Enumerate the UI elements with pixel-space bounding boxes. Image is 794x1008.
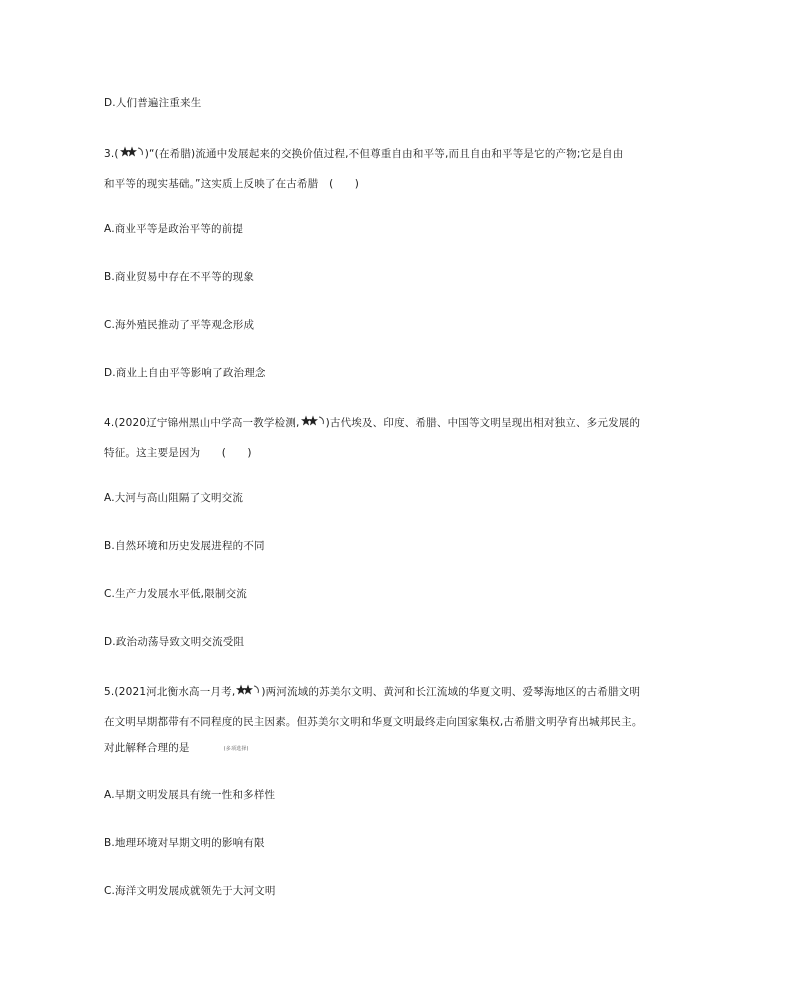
question-3-option-d: D.商业上自由平等影响了政治理念 bbox=[104, 367, 266, 379]
difficulty-stars-icon bbox=[301, 415, 325, 427]
prev-option-d: D.人们普遍注重来生 bbox=[104, 97, 202, 109]
question-3-option-c: C.海外殖民推动了平等观念形成 bbox=[104, 319, 255, 331]
question-4-option-c: C.生产力发展水平低,限制交流 bbox=[104, 588, 248, 600]
difficulty-stars-icon bbox=[120, 146, 144, 158]
question-5-line-2: 在文明早期都带有不同程度的民主因素。但苏美尔文明和华夏文明最终走向国家集权,古希腊文明孕育出城邦民主。 bbox=[104, 716, 643, 728]
question-3-option-b: B.商业贸易中存在不平等的现象 bbox=[104, 271, 255, 283]
question-5-option-a: A.早期文明发展具有统一性和多样性 bbox=[104, 789, 276, 801]
difficulty-stars-icon bbox=[236, 684, 260, 696]
question-5-text-1: )两河流域的苏美尔文明、黄河和长江流域的华夏文明、爱琴海地区的古希腊文明 bbox=[261, 686, 641, 698]
question-5-prefix: 5.(2021河北衡水高一月考, bbox=[104, 686, 236, 698]
question-5-option-c: C.海洋文明发展成就领先于大河文明 bbox=[104, 885, 276, 897]
question-5-note: (多项选择) bbox=[223, 746, 249, 752]
question-3-option-a: A.商业平等是政治平等的前提 bbox=[104, 223, 244, 235]
question-4-line-2: 特征。这主要是因为 ( ) bbox=[104, 447, 252, 459]
question-4-option-a: A.大河与高山阻隔了文明交流 bbox=[104, 492, 244, 504]
question-4-text-1: )古代埃及、印度、希腊、中国等文明呈现出相对独立、多元发展的 bbox=[325, 417, 641, 429]
question-5-line-3 bbox=[104, 741, 249, 756]
question-5-text-3: 对此解释合理的是 bbox=[104, 742, 190, 754]
question-3-line-1: 3.( )“(在希腊)流通中发展起来的交换价值过程,不但尊重自由和平等,而且自由和平等是它的产物;它是自由 bbox=[104, 148, 624, 160]
question-3-text-1: “(在希腊)流通中发展起来的交换价值过程,不但尊重自由和平等,而且自由和平等是它的产物;它是自由 bbox=[149, 148, 624, 160]
question-4-option-b: B.自然环境和历史发展进程的不同 bbox=[104, 540, 265, 552]
question-5-option-b: B.地理环境对早期文明的影响有限 bbox=[104, 837, 265, 849]
question-3-number: 3.( bbox=[104, 148, 119, 160]
question-3-line-2: 和平等的现实基础。”这实质上反映了在古希腊 ( ) bbox=[104, 178, 360, 190]
question-5-line-1 bbox=[104, 684, 640, 699]
question-4-line-1 bbox=[104, 415, 640, 430]
question-4-prefix: 4.(2020辽宁锦州黑山中学高一教学检测, bbox=[104, 417, 300, 429]
question-4-option-d: D.政治动荡导致文明交流受阻 bbox=[104, 636, 245, 648]
